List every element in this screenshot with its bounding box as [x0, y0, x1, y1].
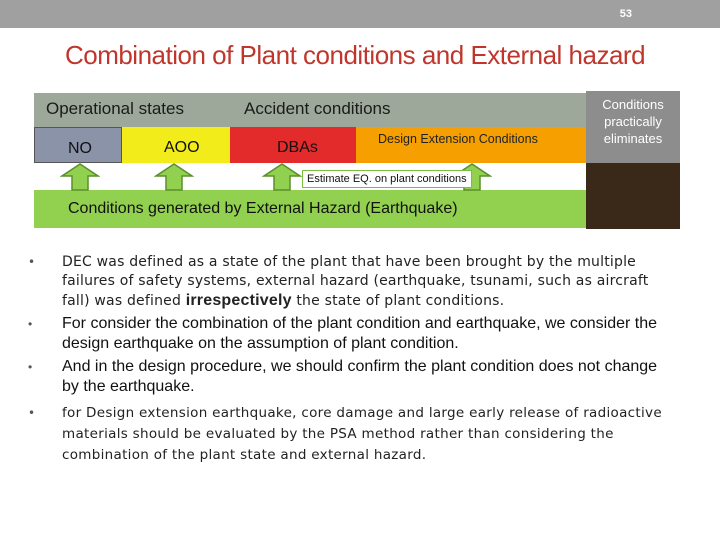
bullet-icon: •: [28, 360, 33, 374]
bullet-4-text: for Design extension earthquake, core damage and large early release of radioactive materials should be evaluated by the PSA method rather than considering the combination of the plant state and external hazard.: [62, 405, 662, 463]
arrow-up-icon: [60, 163, 100, 191]
bullet-3-text: And in the design procedure, we should confirm the plant condition does not change by the earthquake.: [62, 358, 658, 395]
estimate-label: Estimate EQ. on plant conditions: [302, 170, 472, 188]
dba-box: [230, 127, 356, 163]
page-number: 53: [619, 8, 632, 20]
operational-states-bar: [34, 93, 232, 127]
dark-box: [586, 163, 680, 229]
operational-states-label: Operational states: [46, 99, 184, 118]
external-hazard-bar: [34, 190, 586, 228]
bullet-icon: •: [28, 406, 36, 420]
no-box: [34, 127, 122, 163]
list-item: [28, 357, 678, 397]
list-item: [28, 314, 678, 354]
bullet-2-text: For consider the combination of the plant condition and earthquake, we consider the design earthquake on the assumption of plant condition.: [62, 315, 658, 352]
arrow-up-icon: [262, 163, 302, 191]
dba-label: DBAs: [277, 139, 318, 156]
bullet-icon: •: [28, 317, 33, 331]
bullet-1-pre: DEC was defined as a state of the plant that have been brought by the multiple failures of safety systems, external hazard (earthquake, tsunami, such as aircraft fall) was defined: [62, 254, 649, 309]
aoo-label: AOO: [164, 139, 200, 156]
bullet-1-bold: irrespectively: [185, 292, 292, 309]
dec-box: [356, 127, 586, 163]
aoo-box: [122, 127, 230, 163]
list-item: [28, 253, 678, 311]
list-item: [28, 403, 678, 466]
accident-conditions-label: Accident conditions: [244, 99, 391, 118]
arrow-up-icon: [154, 163, 194, 191]
slide-title: Combination of Plant conditions and External hazard: [64, 40, 646, 70]
dec-label: Design Extension Conditions: [378, 132, 538, 146]
practically-eliminated-box: [586, 91, 680, 163]
bullet-1-post: the state of plant conditions.: [291, 293, 505, 309]
accident-conditions-bar: [232, 93, 586, 127]
no-label: NO: [68, 140, 92, 157]
external-hazard-label: Conditions generated by External Hazard (Earthquake): [68, 200, 458, 217]
bullet-list: [28, 253, 678, 469]
top-bar: [0, 0, 720, 28]
practically-eliminated-label: Conditions practically eliminates: [602, 97, 664, 146]
bullet-icon: •: [28, 255, 36, 269]
